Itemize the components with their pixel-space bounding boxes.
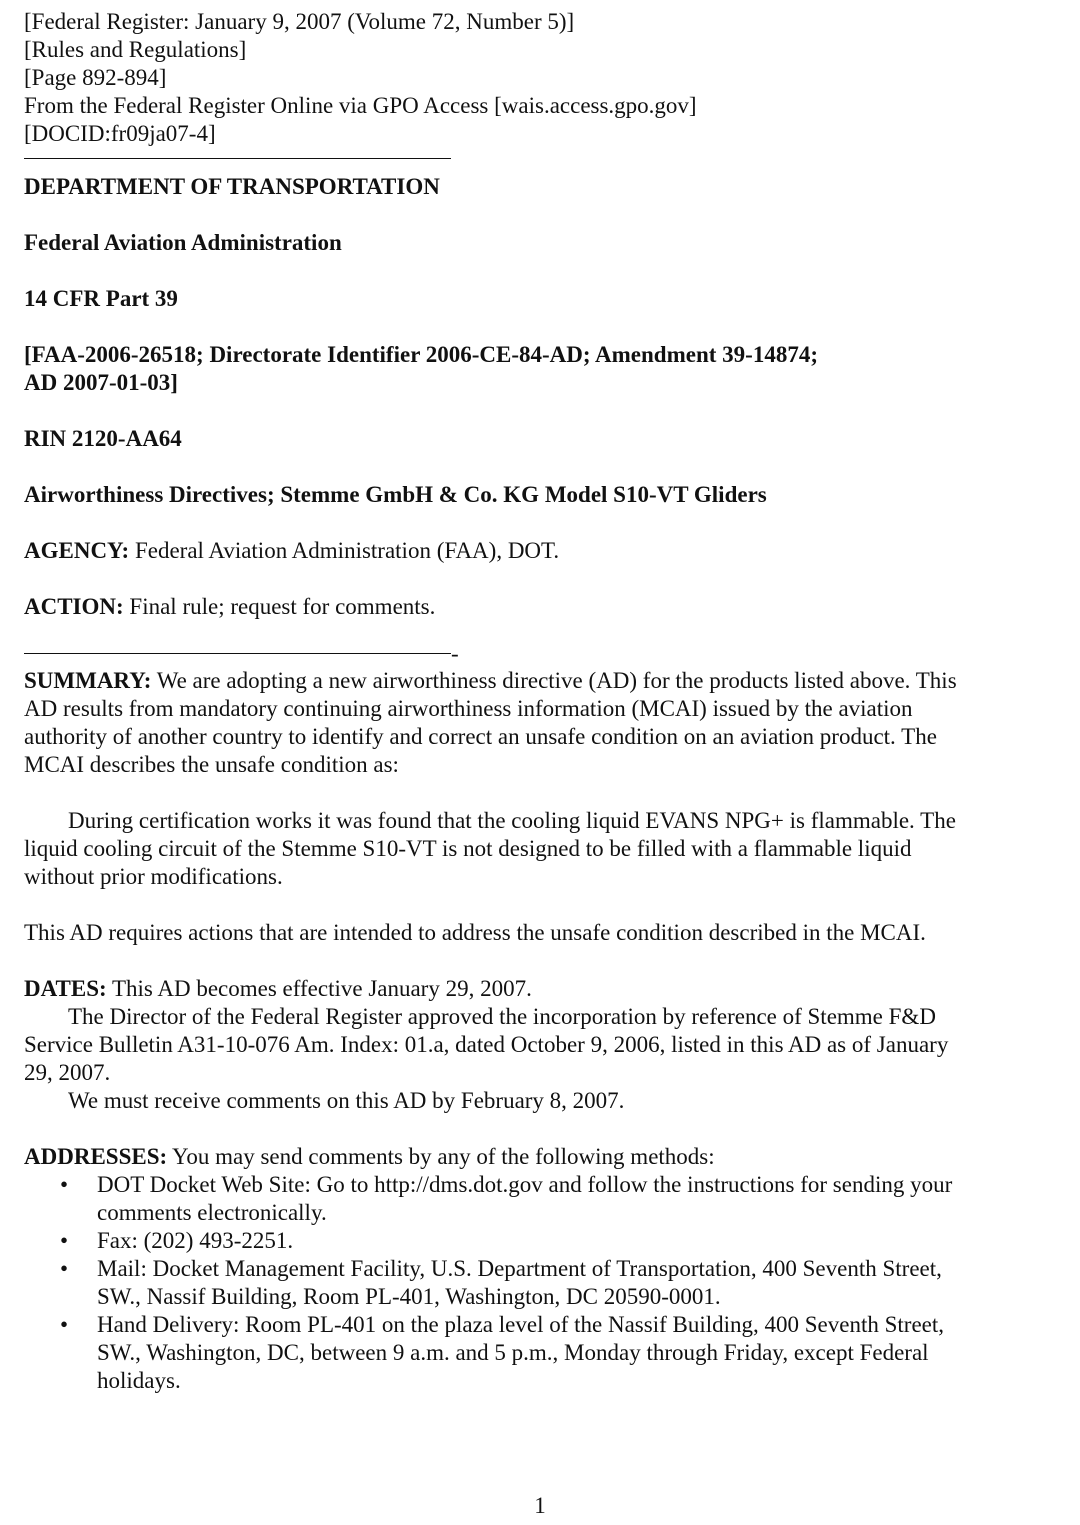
quote-line: liquid cooling circuit of the Stemme S10-VT is not designed to be filled with a flammable liquid [24,836,912,861]
divider-line [24,653,451,654]
incorporation-line: 29, 2007. [24,1060,111,1085]
address-method-web [24,1171,1034,1227]
header-line: [Page 892-894] [24,65,167,90]
incorporation-line: Service Bulletin A31-10-076 Am. Index: 01.a, dated October 9, 2006, listed in this AD as of January [24,1032,949,1057]
comments-deadline: We must receive comments on this AD by February 8, 2007. [68,1088,625,1113]
summary-closing: This AD requires actions that are intended to address the unsafe condition described in the MCAI. [24,920,926,945]
list-item-line: holidays. [97,1368,181,1393]
action-label: ACTION: [24,594,124,619]
header-line: [Rules and Regulations] [24,37,247,62]
header-divider [24,158,451,159]
department-heading: DEPARTMENT OF TRANSPORTATION [24,174,440,199]
header-line: From the Federal Register Online via GPO Access [wais.access.gpo.gov] [24,93,697,118]
quote-line: During certification works it was found that the cooling liquid EVANS NPG+ is flammable. The [68,808,956,833]
summary-line [24,667,1034,695]
list-item-line: DOT Docket Web Site: Go to http://dms.dot.gov and follow the instructions for sending your [97,1172,953,1197]
summary-paragraph [24,667,1034,779]
incorporation-line: The Director of the Federal Register approved the incorporation by reference of Stemme F&D [68,1004,936,1029]
list-item-line: SW., Nassif Building, Room PL-401, Washington, DC 20590-0001. [97,1284,721,1309]
page-number: 1 [534,1493,546,1518]
address-method-hand-delivery [24,1311,1034,1395]
summary-label: SUMMARY: [24,668,152,693]
address-method-fax [24,1227,1034,1255]
action-paragraph [24,593,1034,621]
list-item-line: Fax: (202) 493-2251. [97,1228,294,1253]
quote-line: without prior modifications. [24,864,283,889]
section-divider [24,641,1034,667]
agency-paragraph [24,537,1034,565]
document-title: Airworthiness Directives; Stemme GmbH & Co. KG Model S10-VT Gliders [24,482,767,507]
addresses-section [24,1143,1034,1395]
summary-line: authority of another country to identify and correct an unsafe condition on an aviation product. The [24,724,937,749]
agency-heading: Federal Aviation Administration [24,230,342,255]
summary-line: MCAI describes the unsafe condition as: [24,752,399,777]
docket-line: AD 2007-01-03] [24,370,178,395]
header-line: [Federal Register: January 9, 2007 (Volume 72, Number 5)] [24,9,575,34]
cfr-part-heading: 14 CFR Part 39 [24,286,178,311]
agency-text: Federal Aviation Administration (FAA), DOT. [129,538,560,563]
bullet-icon: • [60,1228,69,1253]
address-methods-list [24,1171,1034,1395]
rin-heading: RIN 2120-AA64 [24,426,182,451]
document-page [24,8,1034,1395]
mcai-quote [24,807,1034,891]
dates-paragraph [24,975,1034,1115]
docket-heading [24,341,1034,397]
bullet-icon: • [60,1172,69,1197]
bullet-icon: • [60,1256,69,1281]
dates-label: DATES: [24,976,107,1001]
bullet-icon: • [60,1312,69,1337]
address-method-mail [24,1255,1034,1311]
header-line: [DOCID:fr09ja07-4] [24,121,216,146]
list-item-line: comments electronically. [97,1200,327,1225]
dates-line [24,975,1034,1003]
agency-label: AGENCY: [24,538,130,563]
list-item-line: Hand Delivery: Room PL-401 on the plaza level of the Nassif Building, 400 Seventh Street, [97,1312,945,1337]
divider-dash: - [451,641,459,666]
list-item-line: SW., Washington, DC, between 9 a.m. and 5 p.m., Monday through Friday, except Federal [97,1340,929,1365]
addresses-text: You may send comments by any of the following methods: [167,1144,715,1169]
addresses-label: ADDRESSES: [24,1144,168,1169]
dates-text: This AD becomes effective January 29, 2007. [106,976,532,1001]
action-text: Final rule; request for comments. [123,594,436,619]
summary-line: AD results from mandatory continuing airworthiness information (MCAI) issued by the aviation [24,696,913,721]
register-header [24,8,1034,148]
docket-line: [FAA-2006-26518; Directorate Identifier 2006-CE-84-AD; Amendment 39-14874; [24,342,818,367]
list-item-line: Mail: Docket Management Facility, U.S. Department of Transportation, 400 Seventh Street, [97,1256,942,1281]
addresses-line [24,1143,1034,1171]
summary-text: We are adopting a new airworthiness directive (AD) for the products listed above. This [151,668,957,693]
